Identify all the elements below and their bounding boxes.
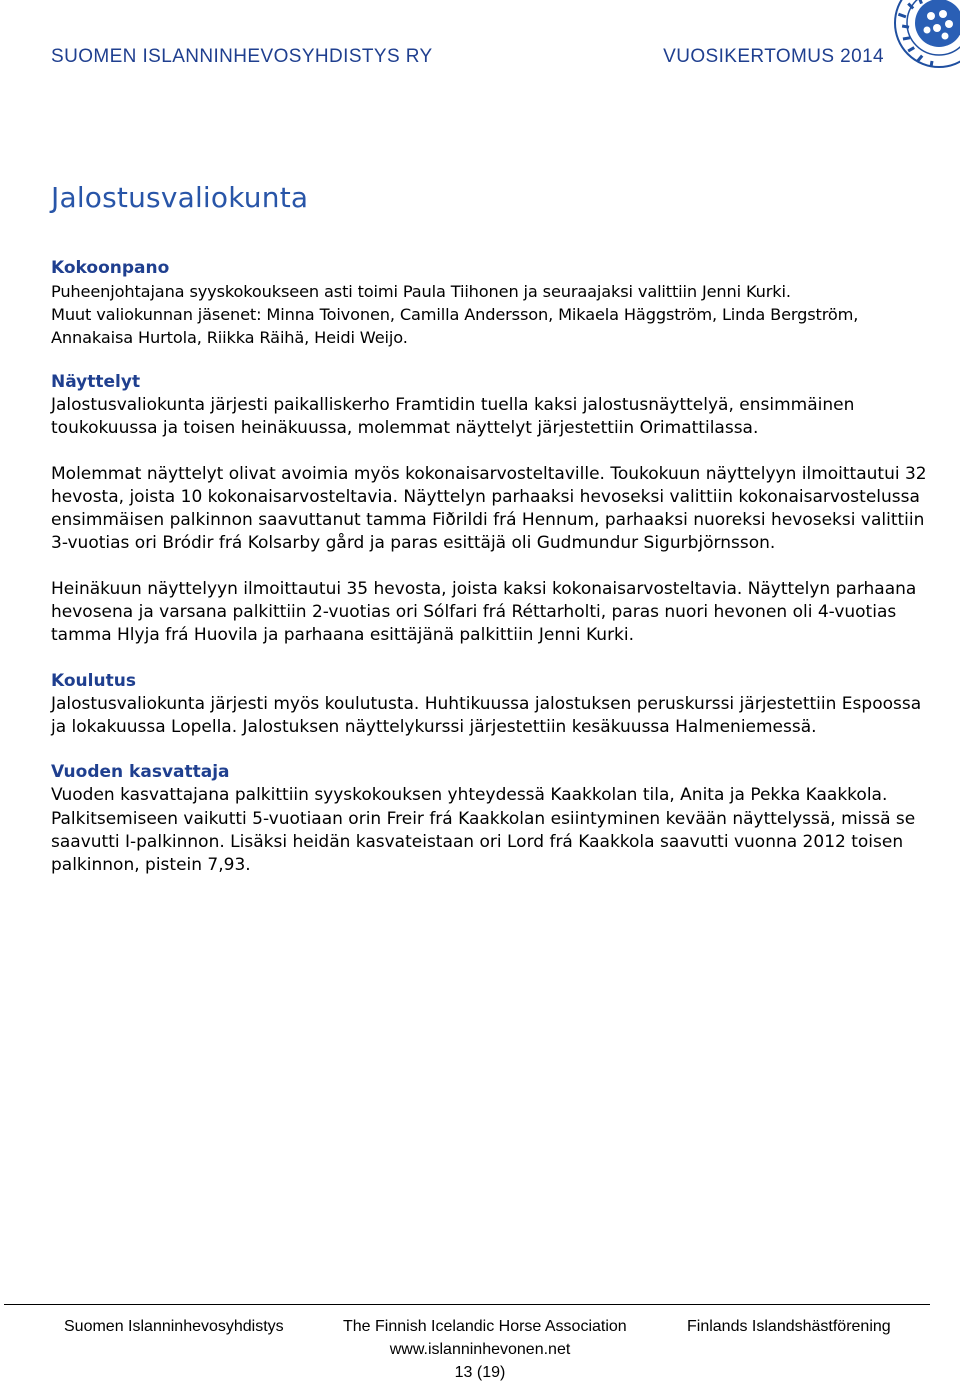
header-organization: SUOMEN ISLANNINHEVOSYHDISTYS RY (51, 46, 433, 67)
section-heading: Kokoonpano (51, 258, 170, 278)
section-paragraph: Puheenjohtajana syyskokoukseen asti toimi Paula Tiihonen ja seuraajaksi valittiin Jenni Kurki. Muut valiokunnan jäsenet: Minna Toivonen, Camilla Andersson, Mikaela Häggström, Linda Bergström, Annakaisa Hurtola, Riikka Räihä, Heidi Weijo. (51, 282, 859, 347)
section-heading: Koulutus (51, 670, 136, 691)
footer-org-english: The Finnish Icelandic Horse Association (343, 1318, 627, 1335)
page-content (51, 181, 931, 899)
page-title: Jalostusvaliokunta (51, 181, 309, 214)
section-kokoonpano (51, 257, 931, 349)
section-paragraph: Molemmat näyttelyt olivat avoimia myös kokonaisarvosteltaville. Toukokuun näyttelyyn ilmoittautui 32 hevosta, joista 10 kokonaisarvosteltavia. Näyttelyn parhaaksi hevoseksi valittiin kokonaisarvostelussa ensimmäisen palkinnon saavuttanut tamma Fiðrildi frá Hennum, parhaaksi nuoreksi hevoseksi valittiin 3-vuotias ori Bródir frá Kolsarby gård ja paras esittäjä oli Gudmundur Sigurbjörnsson. (51, 463, 927, 554)
section-paragraph: Heinäkuun näyttelyyn ilmoittautui 35 hevosta, joista kaksi kokonaisarvosteltavia. Näyttelyn parhaana hevosena ja varsana palkittiin 2-vuotias ori Sólfari frá Réttarholti, paras nuori hevonen oli 4-vuotias tamma Hlyja frá Huovila ja parhaana esittäjänä palkittiin Jenni Kurki. (51, 578, 917, 646)
footer-divider (4, 1304, 930, 1305)
section-paragraph: Vuoden kasvattajana palkittiin syyskokouksen yhteydessä Kaakkolan tila, Anita ja Pekka Kaakkola. Palkitsemiseen vaikutti 5-vuotiaan orin Freir frá Kaakkolan esiintyminen kevään näyttelyssä, missä se saavutti I-palkinnon. Lisäksi heidän kasvateistaan ori Lord frá Kaakkola saavutti vuonna 2012 toisen palkinnon, pistein 7,93. (51, 785, 916, 876)
section-koulutus (51, 670, 931, 740)
footer-org-swedish: Finlands Islandshästförening (687, 1318, 891, 1335)
header-report-title: VUOSIKERTOMUS 2014 (663, 46, 884, 67)
association-seal-icon (891, 0, 960, 68)
footer-org-finnish: Suomen Islanninhevosyhdistys (64, 1318, 284, 1335)
section-paragraph: Jalostusvaliokunta järjesti myös koulutusta. Huhtikuussa jalostuksen peruskurssi järjestettiin Espoossa ja lokakuussa Lopella. Jalostuksen näyttelykurssi järjestettiin kesäkuussa Halmeniemessä. (51, 693, 922, 737)
section-heading: Näyttelyt (51, 372, 141, 392)
section-heading: Vuoden kasvattaja (51, 762, 230, 783)
section-paragraph: Jalostusvaliokunta järjesti paikalliskerho Framtidin tuella kaksi jalostusnäyttelyä, ensimmäinen toukokuussa ja toisen heinäkuussa, molemmat näyttelyt järjestettiin Orimattilassa. (51, 395, 855, 439)
page-number: 13 (19) (454, 1364, 506, 1381)
page-header (51, 46, 884, 72)
section-vuoden-kasvattaja (51, 761, 931, 877)
section-nayttelyt (51, 371, 931, 648)
footer-website: www.islanninhevonen.net (389, 1341, 571, 1358)
